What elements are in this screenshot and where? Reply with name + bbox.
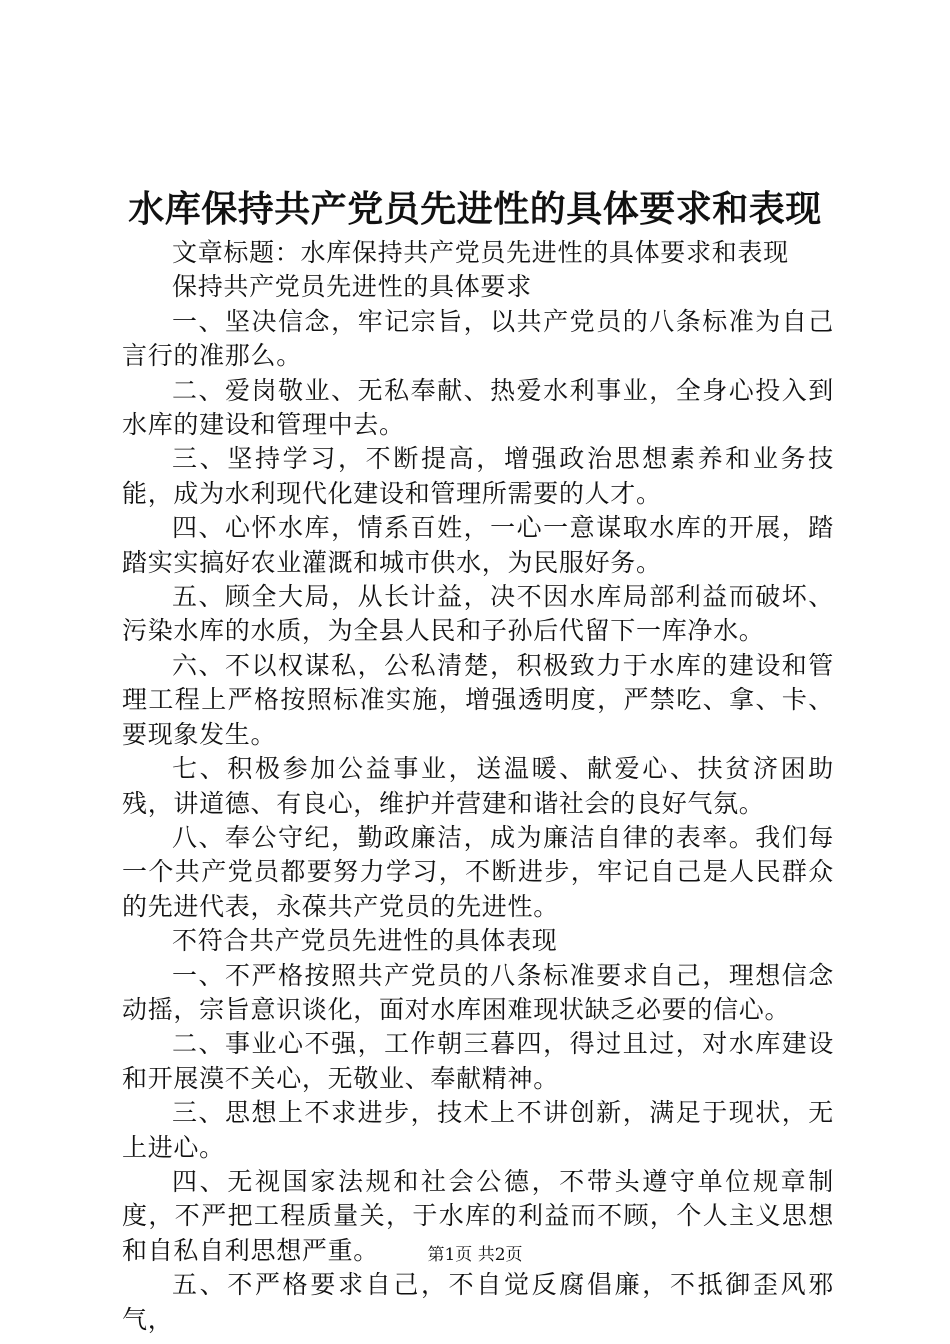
paragraph: 四、无视国家法规和社会公德，不带头遵守单位规章制度，不严把工程质量关，于水库的利益而不顾，个人主义思想和自私自利思想严重。 bbox=[122, 1166, 834, 1265]
paragraph: 二、事业心不强，工作朝三暮四，得过且过，对水库建设和开展漠不关心，无敬业、奉献精神。 bbox=[122, 1029, 834, 1093]
paragraph: 三、坚持学习，不断提高，增强政治思想素养和业务技能，成为水利现代化建设和管理所需要的人才。 bbox=[122, 444, 834, 508]
paragraph: 保持共产党员先进性的具体要求 bbox=[172, 272, 532, 302]
paragraph: 三、思想上不求进步，技术上不讲创新，满足于现状，无上进心。 bbox=[122, 1098, 834, 1162]
paragraph: 七、积极参加公益事业，送温暖、献爱心、扶贫济困助残，讲道德、有良心，维护并营建和谐社会的良好气氛。 bbox=[122, 754, 834, 818]
paragraph: 五、不严格要求自己，不自觉反腐倡廉，不抵御歪风邪气， bbox=[122, 1270, 834, 1334]
document-title: 水库保持共产党员先进性的具体要求和表现 bbox=[128, 188, 822, 230]
paragraph: 六、不以权谋私，公私清楚，积极致力于水库的建设和管理工程上严格按照标准实施，增强透明度，严禁吃、拿、卡、要现象发生。 bbox=[122, 650, 834, 749]
paragraph: 八、奉公守纪，勤政廉洁，成为廉洁自律的表率。我们每一个共产党员都要努力学习，不断进步，牢记自己是人民群众的先进代表，永葆共产党员的先进性。 bbox=[122, 822, 834, 921]
paragraph: 一、不严格按照共产党员的八条标准要求自己，理想信念动摇，宗旨意识谈化，面对水库困难现状缺乏必要的信心。 bbox=[122, 960, 834, 1024]
paragraph: 二、爱岗敬业、无私奉献、热爱水利事业，全身心投入到水库的建设和管理中去。 bbox=[122, 375, 834, 440]
paragraph: 五、顾全大局，从长计益，决不因水库局部利益而破坏、污染水库的水质，为全县人民和子孙后代留下一库净水。 bbox=[122, 582, 834, 646]
paragraph: 文章标题：水库保持共产党员先进性的具体要求和表现 bbox=[172, 238, 789, 267]
document-body bbox=[122, 236, 834, 1337]
paragraph: 不符合共产党员先进性的具体表现 bbox=[172, 926, 558, 956]
paragraph: 四、心怀水库，情系百姓，一心一意谋取水库的开展，踏踏实实搞好农业灌溉和城市供水，为民服好务。 bbox=[122, 513, 834, 577]
paragraph: 一、坚决信念，牢记宗旨，以共产党员的八条标准为自己言行的准那么。 bbox=[122, 306, 834, 371]
page-footer: 第1页 共2页 bbox=[427, 1245, 523, 1265]
